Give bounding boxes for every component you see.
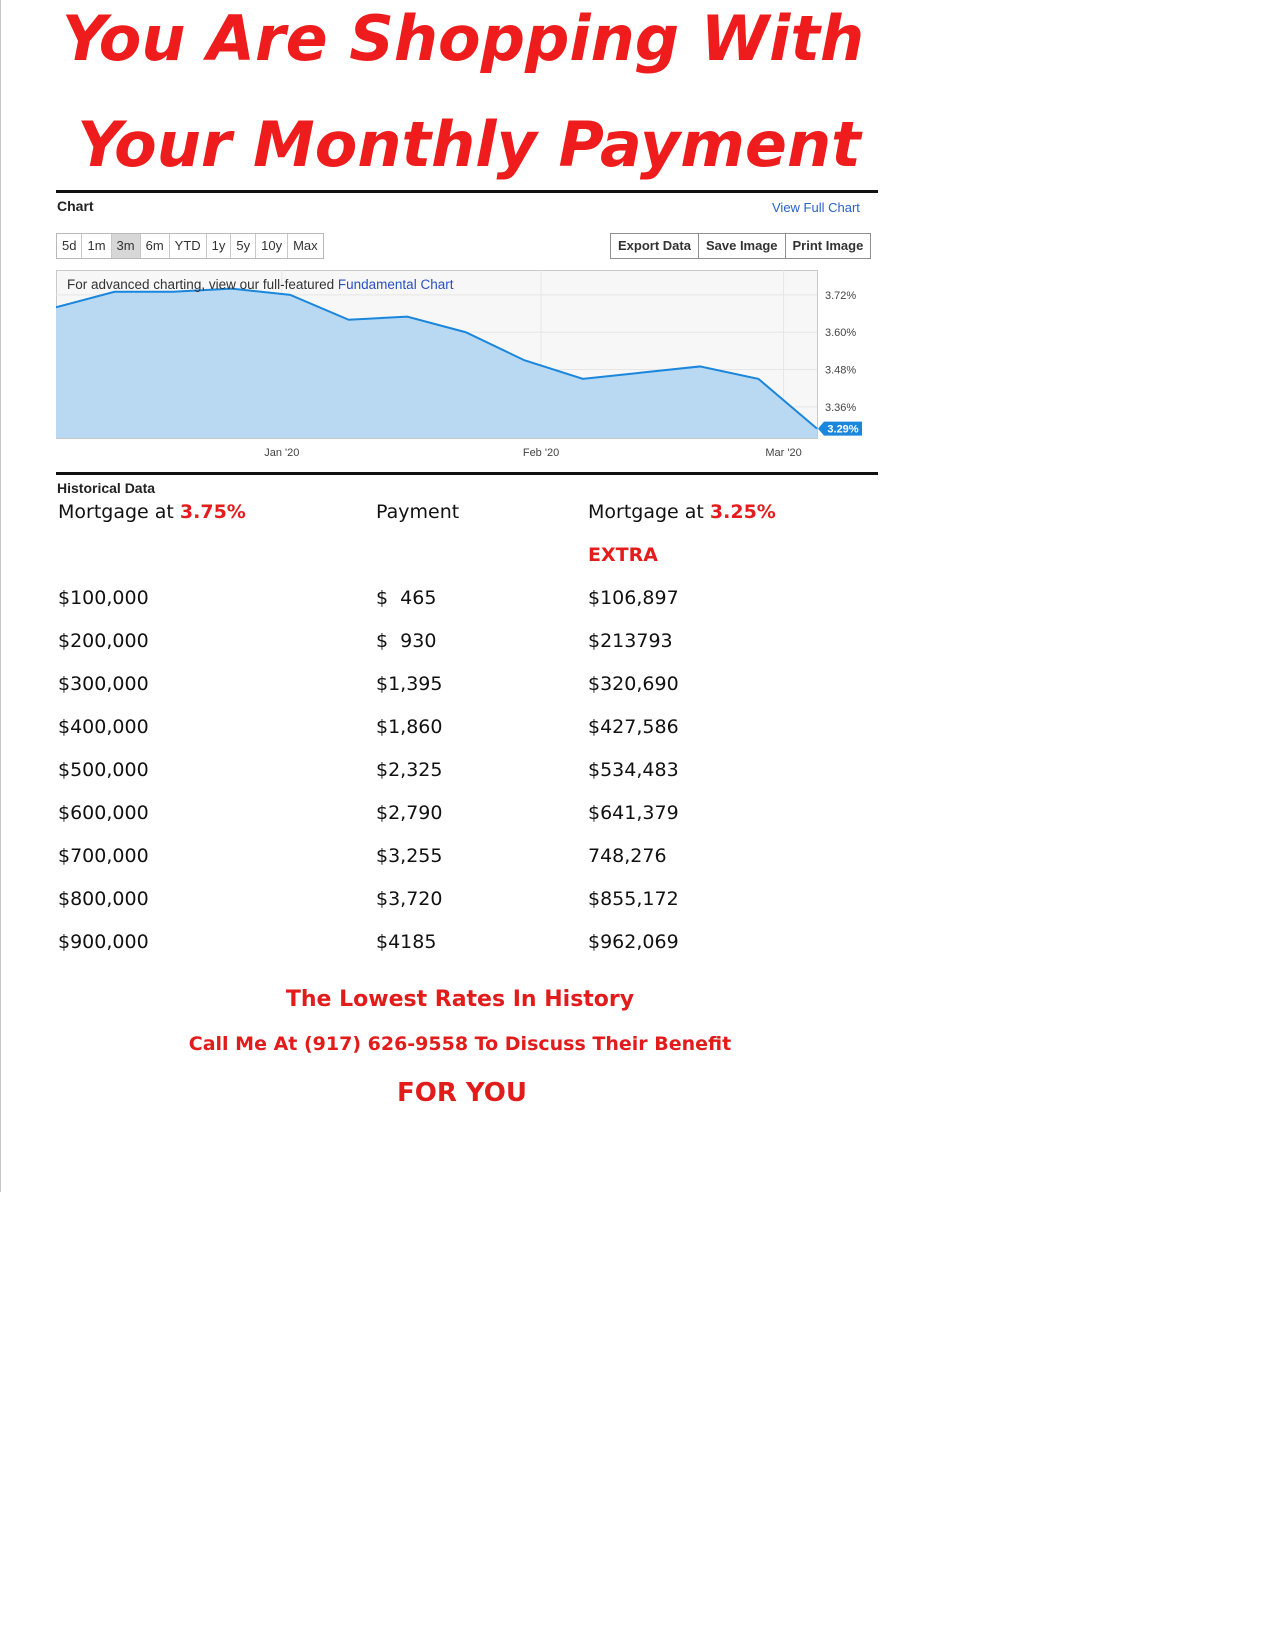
chart-last-value-label: 3.29% <box>827 423 859 436</box>
print-image-button[interactable]: Print Image <box>786 234 871 258</box>
chart-top-rule <box>56 190 878 193</box>
rate-325: 3.25% <box>709 501 776 523</box>
chart-y-tick-label: 3.36% <box>825 401 857 414</box>
page-left-border <box>0 0 1 1192</box>
extra-amount-cell: 748,276 <box>588 845 667 867</box>
headline-line-2: Your Monthly Payment <box>77 108 861 181</box>
payment-cell: $4185 <box>376 931 437 953</box>
chart-tools <box>610 233 871 259</box>
rate-375: 3.75% <box>179 501 246 523</box>
range-button-ytd[interactable]: YTD <box>170 234 207 258</box>
extra-amount-cell: $106,897 <box>588 587 679 609</box>
column-header-mortgage-325 <box>588 501 776 523</box>
loan-amount-cell: $900,000 <box>58 931 149 953</box>
loan-amount-cell: $700,000 <box>58 845 149 867</box>
save-image-button[interactable]: Save Image <box>699 234 786 258</box>
column-header-mortgage-375 <box>58 501 246 523</box>
payment-cell: $1,395 <box>376 673 443 695</box>
payment-cell: $2,790 <box>376 802 443 824</box>
historical-top-rule <box>56 472 878 475</box>
rate-chart <box>56 270 880 470</box>
loan-amount-cell: $400,000 <box>58 716 149 738</box>
payment-cell: $ 930 <box>376 630 437 652</box>
chart-x-tick-label: Jan '20 <box>264 447 300 459</box>
extra-amount-cell: $213793 <box>588 630 673 652</box>
footer-call-me: Call Me At (917) 626-9558 To Discuss Their Benefit <box>188 1033 732 1055</box>
extra-amount-cell: $320,690 <box>588 673 679 695</box>
column-header-prefix: Mortgage at <box>588 501 710 523</box>
extra-label: EXTRA <box>588 544 658 566</box>
column-header-payment: Payment <box>376 501 460 523</box>
loan-amount-cell: $600,000 <box>58 802 149 824</box>
column-header-prefix: Mortgage at <box>58 501 180 523</box>
historical-section-title: Historical Data <box>57 480 156 496</box>
chart-y-tick-label: 3.72% <box>825 289 857 302</box>
loan-amount-cell: $500,000 <box>58 759 149 781</box>
extra-amount-cell: $855,172 <box>588 888 679 910</box>
payment-cell: $3,720 <box>376 888 443 910</box>
fundamental-chart-link[interactable]: Fundamental Chart <box>337 277 454 292</box>
headline-line-1: You Are Shopping With <box>61 2 865 75</box>
range-button-5d[interactable]: 5d <box>57 234 82 258</box>
chart-note-text: For advanced charting, view our full-featured <box>67 277 338 292</box>
loan-amount-cell: $300,000 <box>58 673 149 695</box>
footer-lowest-rates: The Lowest Rates In History <box>285 987 635 1012</box>
footer-for-you: FOR YOU <box>396 1078 528 1108</box>
extra-amount-cell: $641,379 <box>588 802 679 824</box>
view-full-chart-link[interactable]: View Full Chart <box>772 200 860 215</box>
range-button-6m[interactable]: 6m <box>141 234 170 258</box>
extra-amount-cell: $962,069 <box>588 931 679 953</box>
loan-amount-cell: $800,000 <box>58 888 149 910</box>
chart-section-title: Chart <box>57 198 94 214</box>
range-button-3m[interactable]: 3m <box>112 234 141 258</box>
range-button-5y[interactable]: 5y <box>231 234 256 258</box>
range-button-10y[interactable]: 10y <box>256 234 288 258</box>
payment-cell: $1,860 <box>376 716 443 738</box>
extra-amount-cell: $427,586 <box>588 716 679 738</box>
loan-amount-cell: $200,000 <box>58 630 149 652</box>
chart-x-tick-label: Feb '20 <box>522 447 560 459</box>
range-selector <box>56 233 324 259</box>
extra-amount-cell: $534,483 <box>588 759 679 781</box>
payment-cell: $3,255 <box>376 845 443 867</box>
range-button-1y[interactable]: 1y <box>207 234 232 258</box>
range-button-max[interactable]: Max <box>288 234 323 258</box>
payment-cell: $ 465 <box>376 587 437 609</box>
export-data-button[interactable]: Export Data <box>611 234 699 258</box>
range-button-1m[interactable]: 1m <box>82 234 111 258</box>
chart-advanced-note <box>67 277 453 292</box>
payment-cell: $2,325 <box>376 759 443 781</box>
chart-y-tick-label: 3.48% <box>825 364 857 377</box>
chart-y-tick-label: 3.60% <box>825 327 857 340</box>
loan-amount-cell: $100,000 <box>58 587 149 609</box>
chart-x-tick-label: Mar '20 <box>765 447 802 459</box>
